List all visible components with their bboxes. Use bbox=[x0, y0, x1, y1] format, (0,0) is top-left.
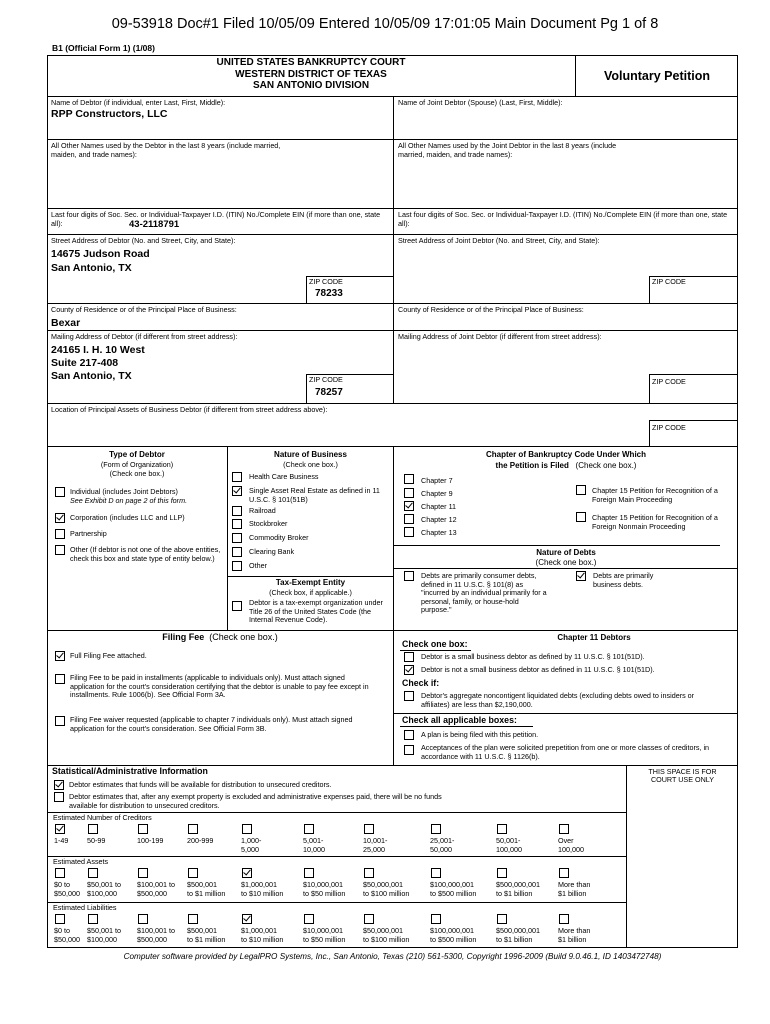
liability-range-label: $50,000,001 bbox=[363, 926, 403, 935]
check-if-label: Check if: bbox=[402, 678, 440, 688]
check-all-label: Check all applicable boxes: bbox=[402, 715, 517, 725]
asset-range-checkbox[interactable] bbox=[304, 868, 314, 878]
installments-label: Filing Fee to be paid in installments (applicable to individuals only). Must attach signed application for the court's consideration certifying that the debtor is unable to pay fee except in installments. Rule 1006(b). See Official Form 3A. bbox=[70, 673, 369, 700]
asset-range-label: to $1 billion bbox=[496, 888, 533, 898]
acceptances-checkbox[interactable] bbox=[404, 745, 414, 755]
fee-waiver-label: Filing Fee waiver requested (applicable to chapter 7 individuals only). Must attach signed application for the court's consideration. See Official Form 3B. bbox=[70, 715, 353, 733]
not-small-business-label: Debtor is not a small business debtor as defined in 11 U.S.C. § 101(51D). bbox=[421, 665, 655, 674]
installments-checkbox[interactable] bbox=[55, 674, 65, 684]
liability-range-label: $1 billion bbox=[558, 934, 587, 944]
liability-range-checkbox[interactable] bbox=[242, 914, 252, 924]
business-debts-label: Debts are primarily business debts. bbox=[593, 571, 654, 589]
chapter-11-label: Chapter 11 bbox=[421, 502, 457, 511]
debtor-zip[interactable]: 78233 bbox=[315, 288, 343, 299]
debtor-mail3[interactable]: San Antonio, TX bbox=[51, 370, 132, 382]
joint-county-label: County of Residence or of the Principal Place of Business: bbox=[398, 305, 584, 314]
creditor-range-checkbox[interactable] bbox=[55, 824, 65, 834]
joint-other-names-label: All Other Names used by the Joint Debtor in the last 8 years (include married, maiden, and trade names): bbox=[398, 141, 617, 159]
creditor-range-label: 200-999 bbox=[187, 836, 214, 845]
debtor-name[interactable]: RPP Constructors, LLC bbox=[51, 108, 168, 120]
liability-range-label: to $500 million bbox=[430, 934, 477, 944]
noncontingent-checkbox[interactable] bbox=[404, 691, 414, 701]
tax-exempt-sub: (Check box, if applicable.) bbox=[269, 588, 352, 597]
clearing-bank-checkbox[interactable] bbox=[232, 547, 242, 557]
chapter-7-checkbox[interactable] bbox=[404, 474, 414, 484]
location-zip-box bbox=[649, 420, 738, 446]
liability-range-label: $10,000,001 bbox=[303, 926, 343, 935]
asset-range-label: to $100 million bbox=[363, 888, 410, 898]
corporation-label: Corporation (includes LLC and LLP) bbox=[70, 513, 185, 522]
creditor-range-label: 25,000 bbox=[363, 844, 385, 854]
single-asset-checkbox[interactable] bbox=[232, 486, 242, 496]
liability-range-label: $500,001 bbox=[187, 926, 217, 935]
location-label: Location of Principal Assets of Business Debtor (if different from street address above): bbox=[51, 405, 328, 414]
chapter-7-label: Chapter 7 bbox=[421, 476, 453, 485]
plan-filed-label: A plan is being filed with this petition. bbox=[421, 730, 539, 739]
fee-waiver-checkbox[interactable] bbox=[55, 716, 65, 726]
asset-range-label: $1,000,001 bbox=[241, 880, 277, 889]
other-entity-checkbox[interactable] bbox=[55, 545, 65, 555]
single-asset-label: Single Asset Real Estate as defined in 11 U.S.C. § 101(51B) bbox=[249, 486, 380, 504]
liability-range-label: $100,001 to bbox=[137, 926, 175, 935]
creditor-range-checkbox[interactable] bbox=[497, 824, 507, 834]
debtor-county-label: County of Residence or of the Principal Place of Business: bbox=[51, 305, 237, 314]
chapter-9-checkbox[interactable] bbox=[404, 488, 414, 498]
asset-range-label: More than bbox=[558, 880, 591, 889]
zip-label: ZIP CODE bbox=[652, 377, 686, 386]
liability-range-label: $500,000,001 bbox=[496, 926, 540, 935]
liability-range-checkbox[interactable] bbox=[497, 914, 507, 924]
court-use-2: COURT USE ONLY bbox=[650, 775, 715, 784]
asset-range-label: $50,000 bbox=[54, 888, 80, 898]
creditor-range-checkbox[interactable] bbox=[138, 824, 148, 834]
statistical-title: Statistical/Administrative Information bbox=[52, 766, 208, 776]
chapter-13-checkbox[interactable] bbox=[404, 527, 414, 537]
creditor-range-checkbox[interactable] bbox=[188, 824, 198, 834]
form-id: B1 (Official Form 1) (1/08) bbox=[52, 43, 155, 53]
liabilities-label: Estimated Liabilities bbox=[53, 903, 117, 912]
liability-range-label: $50,001 to bbox=[87, 926, 121, 935]
noncontingent-label: Debtor's aggregate noncontigent liquidated debts (excluding debts owed to insiders or affiliates) are less than $2,190,000. bbox=[421, 691, 695, 709]
creditor-range-checkbox[interactable] bbox=[88, 824, 98, 834]
consumer-debts-label: Debts are primarily consumer debts, defined in 11 U.S.C. § 101(8) as "incurred by an individual primarily for a personal, family, or house-hold purpose." bbox=[421, 571, 547, 615]
liability-range-label: to $1 million bbox=[187, 934, 226, 944]
zip-label: ZIP CODE bbox=[652, 423, 686, 432]
assets-label: Estimated Assets bbox=[53, 857, 109, 866]
creditor-range-label: 10,000 bbox=[303, 844, 325, 854]
liability-range-label: $0 to bbox=[54, 926, 70, 935]
funds-available-checkbox[interactable] bbox=[54, 780, 64, 790]
debtor-ssn-label: Last four digits of Soc. Sec. or Individual-Taxpayer I.D. (ITIN) No./Complete EIN (if more than one, state all): bbox=[51, 210, 381, 228]
debtor-mail1[interactable]: 24165 I. H. 10 West bbox=[51, 344, 145, 356]
liability-range-checkbox[interactable] bbox=[364, 914, 374, 924]
liability-range-checkbox[interactable] bbox=[138, 914, 148, 924]
commodity-broker-checkbox[interactable] bbox=[232, 533, 242, 543]
debtor-mail2[interactable]: Suite 217-408 bbox=[51, 357, 119, 369]
liability-range-checkbox[interactable] bbox=[431, 914, 441, 924]
petition-title: Voluntary Petition bbox=[603, 69, 711, 83]
acceptances-label: Acceptances of the plan were solicited prepetition from one or more classes of creditors, in accordance with 11 U.S.C. § 1126(b). bbox=[421, 743, 710, 761]
asset-range-checkbox[interactable] bbox=[88, 868, 98, 878]
liability-range-label: to $100 million bbox=[363, 934, 410, 944]
court-use-1: THIS SPACE IS FOR bbox=[648, 767, 717, 776]
debtor-street1[interactable]: 14675 Judson Road bbox=[51, 248, 150, 260]
not-small-business-checkbox[interactable] bbox=[404, 665, 414, 675]
debtor-mailing-label: Mailing Address of Debtor (if different from street address): bbox=[51, 332, 238, 341]
asset-range-label: to $500 million bbox=[430, 888, 477, 898]
funds-available-label: Debtor estimates that funds will be available for distribution to unsecured creditors. bbox=[69, 780, 332, 789]
individual-checkbox[interactable] bbox=[55, 487, 65, 497]
asset-range-label: $100,000,001 bbox=[430, 880, 474, 889]
other-entity-label: Other (If debtor is not one of the above entities, check this box and state type of entity below.) bbox=[70, 545, 221, 563]
asset-range-checkbox[interactable] bbox=[188, 868, 198, 878]
stockbroker-label: Stockbroker bbox=[249, 519, 288, 528]
debtor-zip-box bbox=[306, 276, 393, 303]
chapter-15-main-checkbox[interactable] bbox=[576, 485, 586, 495]
joint-mail-zip-box bbox=[649, 374, 738, 403]
partnership-label: Partnership bbox=[70, 529, 107, 538]
joint-zip-box bbox=[649, 276, 738, 303]
creditor-range-label: 5,001- bbox=[303, 836, 324, 845]
other-business-checkbox[interactable] bbox=[232, 561, 242, 571]
liability-range-label: $100,000,001 bbox=[430, 926, 474, 935]
commodity-broker-label: Commodity Broker bbox=[249, 533, 309, 542]
creditor-range-label: 5,000 bbox=[241, 844, 259, 854]
zip-label: ZIP CODE bbox=[309, 375, 343, 384]
creditor-range-label: 100-199 bbox=[137, 836, 164, 845]
creditor-range-checkbox[interactable] bbox=[431, 824, 441, 834]
liability-range-checkbox[interactable] bbox=[188, 914, 198, 924]
chapter-15-nonmain-label: Chapter 15 Petition for Recognition of a Foreign Nonmain Proceeding bbox=[592, 513, 718, 531]
chapter-12-label: Chapter 12 bbox=[421, 515, 457, 524]
liability-range-label: $500,000 bbox=[137, 934, 167, 944]
chapter-11-checkbox[interactable] bbox=[404, 501, 414, 511]
plan-filed-checkbox[interactable] bbox=[404, 730, 414, 740]
nature-business-title: Nature of Business bbox=[274, 450, 347, 459]
creditor-range-checkbox[interactable] bbox=[364, 824, 374, 834]
creditor-range-label: 10,001- bbox=[363, 836, 388, 845]
creditors-label: Estimated Number of Creditors bbox=[53, 813, 152, 822]
asset-range-checkbox[interactable] bbox=[55, 868, 65, 878]
creditor-range-label: 100,000 bbox=[558, 844, 584, 854]
creditor-range-label: 50,001- bbox=[496, 836, 521, 845]
asset-range-checkbox[interactable] bbox=[364, 868, 374, 878]
chapter-13-label: Chapter 13 bbox=[421, 528, 457, 537]
nature-debts-title: Nature of Debts bbox=[536, 548, 596, 557]
creditor-range-checkbox[interactable] bbox=[559, 824, 569, 834]
asset-range-label: $50,001 to bbox=[87, 880, 121, 889]
asset-range-label: $500,000,001 bbox=[496, 880, 540, 889]
asset-range-checkbox[interactable] bbox=[559, 868, 569, 878]
asset-range-checkbox[interactable] bbox=[431, 868, 441, 878]
check-one-label: Check one box: bbox=[402, 639, 468, 649]
liability-range-label: $1,000,001 bbox=[241, 926, 277, 935]
creditor-range-label: 100,000 bbox=[496, 844, 522, 854]
type-debtor-title: Type of Debtor bbox=[109, 450, 165, 459]
clearing-bank-label: Clearing Bank bbox=[249, 547, 295, 556]
asset-range-label: $100,000 bbox=[87, 888, 117, 898]
creditor-range-label: 1,000- bbox=[241, 836, 262, 845]
liability-range-checkbox[interactable] bbox=[88, 914, 98, 924]
liability-range-checkbox[interactable] bbox=[55, 914, 65, 924]
nature-business-sub: (Check one box.) bbox=[283, 460, 338, 469]
chapter-title: Chapter of Bankruptcy Code Under Which bbox=[485, 450, 646, 459]
debtor-other-names-label: All Other Names used by the Debtor in the last 8 years (include married, maiden, and trade names): bbox=[51, 141, 281, 159]
asset-range-label: to $10 million bbox=[241, 888, 284, 898]
asset-range-label: $1 billion bbox=[558, 888, 587, 898]
mail-zip-box bbox=[306, 374, 393, 403]
debtor-county[interactable]: Bexar bbox=[51, 317, 81, 329]
railroad-label: Railroad bbox=[249, 506, 276, 515]
asset-range-label: $500,001 bbox=[187, 880, 217, 889]
asset-range-label: $0 to bbox=[54, 880, 70, 889]
court-name: UNITED STATES BANKRUPTCY COURT WESTERN DISTRICT OF TEXAS SAN ANTONIO DIVISION bbox=[216, 57, 406, 91]
joint-mailing-label: Mailing Address of Joint Debtor (if different from street address): bbox=[398, 332, 602, 341]
software-footer: Computer software provided by LegalPRO Systems, Inc., San Antonio, Texas (210) 561-5300, Copyright 1996-2009 (Build 9.0.46.1, ID 1403472748) bbox=[123, 952, 662, 961]
debtor-street-label: Street Address of Debtor (No. and Street, City, and State): bbox=[51, 236, 236, 245]
individual-label: Individual (includes Joint Debtors) bbox=[70, 487, 178, 496]
chapter-9-label: Chapter 9 bbox=[421, 489, 453, 498]
chapter-15-nonmain-checkbox[interactable] bbox=[576, 512, 586, 522]
full-fee-label: Full Filing Fee attached. bbox=[70, 651, 147, 660]
liability-range-label: to $1 billion bbox=[496, 934, 533, 944]
business-debts-checkbox[interactable] bbox=[576, 571, 586, 581]
liability-range-label: More than bbox=[558, 926, 591, 935]
railroad-checkbox[interactable] bbox=[232, 506, 242, 516]
creditor-range-label: Over bbox=[558, 836, 574, 845]
debtor-name-label: Name of Debtor (if individual, enter Last, First, Middle): bbox=[51, 98, 226, 107]
exhibit-d-note: See Exhibit D on page 2 of this form. bbox=[70, 496, 188, 505]
liability-range-label: $100,000 bbox=[87, 934, 117, 944]
ch11-debtors-title: Chapter 11 Debtors bbox=[557, 633, 631, 642]
corporation-checkbox[interactable] bbox=[55, 513, 65, 523]
asset-range-label: to $1 million bbox=[187, 888, 226, 898]
tax-exempt-label: Debtor is a tax-exempt organization under Title 26 of the United States Code (the Internal Revenue Code). bbox=[249, 598, 383, 625]
type-debtor-sub2: (Check one box.) bbox=[109, 469, 165, 478]
joint-ssn-label: Last four digits of Soc. Sec. or Individual-Taxpayer I.D. (ITIN) No./Complete EIN (if more than one, state all): bbox=[398, 210, 728, 228]
creditor-range-label: 50,000 bbox=[430, 844, 452, 854]
liability-range-checkbox[interactable] bbox=[304, 914, 314, 924]
liability-range-checkbox[interactable] bbox=[559, 914, 569, 924]
small-business-label: Debtor is a small business debtor as defined by 11 U.S.C. § 101(51D). bbox=[421, 652, 645, 661]
asset-range-checkbox[interactable] bbox=[497, 868, 507, 878]
small-business-checkbox[interactable] bbox=[404, 652, 414, 662]
asset-range-label: $10,000,001 bbox=[303, 880, 343, 889]
health-care-checkbox[interactable] bbox=[232, 472, 242, 482]
debtor-ein[interactable]: 43-2118791 bbox=[129, 219, 180, 230]
type-debtor-sub1: (Form of Organization) bbox=[100, 460, 174, 469]
creditor-range-label: 50-99 bbox=[87, 836, 106, 845]
tax-exempt-title: Tax-Exempt Entity bbox=[275, 578, 346, 587]
other-business-label: Other bbox=[249, 561, 267, 570]
chapter-15-main-label: Chapter 15 Petition for Recognition of a Foreign Main Proceeding bbox=[592, 486, 718, 504]
consumer-debts-checkbox[interactable] bbox=[404, 571, 414, 581]
filing-fee-title: Filing Fee (Check one box.) bbox=[162, 632, 278, 642]
asset-range-label: $100,001 to bbox=[137, 880, 175, 889]
document-header: 09-53918 Doc#1 Filed 10/05/09 Entered 10/05/09 17:01:05 Main Document Pg 1 of 8 bbox=[111, 16, 659, 32]
asset-range-checkbox[interactable] bbox=[242, 868, 252, 878]
asset-range-checkbox[interactable] bbox=[138, 868, 148, 878]
joint-street-label: Street Address of Joint Debtor (No. and Street, City, and State): bbox=[398, 236, 600, 245]
zip-label: ZIP CODE bbox=[652, 277, 686, 286]
no-funds-label: Debtor estimates that, after any exempt property is excluded and administrative expenses paid, there will be no funds available for distribution to unsecured creditors. bbox=[69, 792, 442, 810]
tax-exempt-checkbox[interactable] bbox=[232, 601, 242, 611]
zip-label: ZIP CODE bbox=[309, 277, 343, 286]
nature-debts-sub: (Check one box.) bbox=[535, 558, 597, 567]
creditor-range-checkbox[interactable] bbox=[242, 824, 252, 834]
liability-range-label: to $50 million bbox=[303, 934, 346, 944]
liability-range-label: $50,000 bbox=[54, 934, 80, 944]
asset-range-label: $50,000,001 bbox=[363, 880, 403, 889]
joint-name-label: Name of Joint Debtor (Spouse) (Last, First, Middle): bbox=[398, 98, 563, 107]
no-funds-checkbox[interactable] bbox=[54, 792, 64, 802]
creditor-range-label: 25,001- bbox=[430, 836, 455, 845]
debtor-mail-zip[interactable]: 78257 bbox=[315, 387, 343, 398]
health-care-label: Health Care Business bbox=[249, 472, 319, 481]
partnership-checkbox[interactable] bbox=[55, 529, 65, 539]
creditor-range-checkbox[interactable] bbox=[304, 824, 314, 834]
asset-range-label: to $50 million bbox=[303, 888, 346, 898]
liability-range-label: to $10 million bbox=[241, 934, 284, 944]
debtor-street2[interactable]: San Antonio, TX bbox=[51, 262, 132, 274]
asset-range-label: $500,000 bbox=[137, 888, 167, 898]
full-fee-checkbox[interactable] bbox=[55, 651, 65, 661]
creditor-range-label: 1-49 bbox=[54, 836, 69, 845]
stockbroker-checkbox[interactable] bbox=[232, 519, 242, 529]
chapter-title-2: the Petition is Filed (Check one box.) bbox=[495, 461, 637, 470]
chapter-12-checkbox[interactable] bbox=[404, 514, 414, 524]
